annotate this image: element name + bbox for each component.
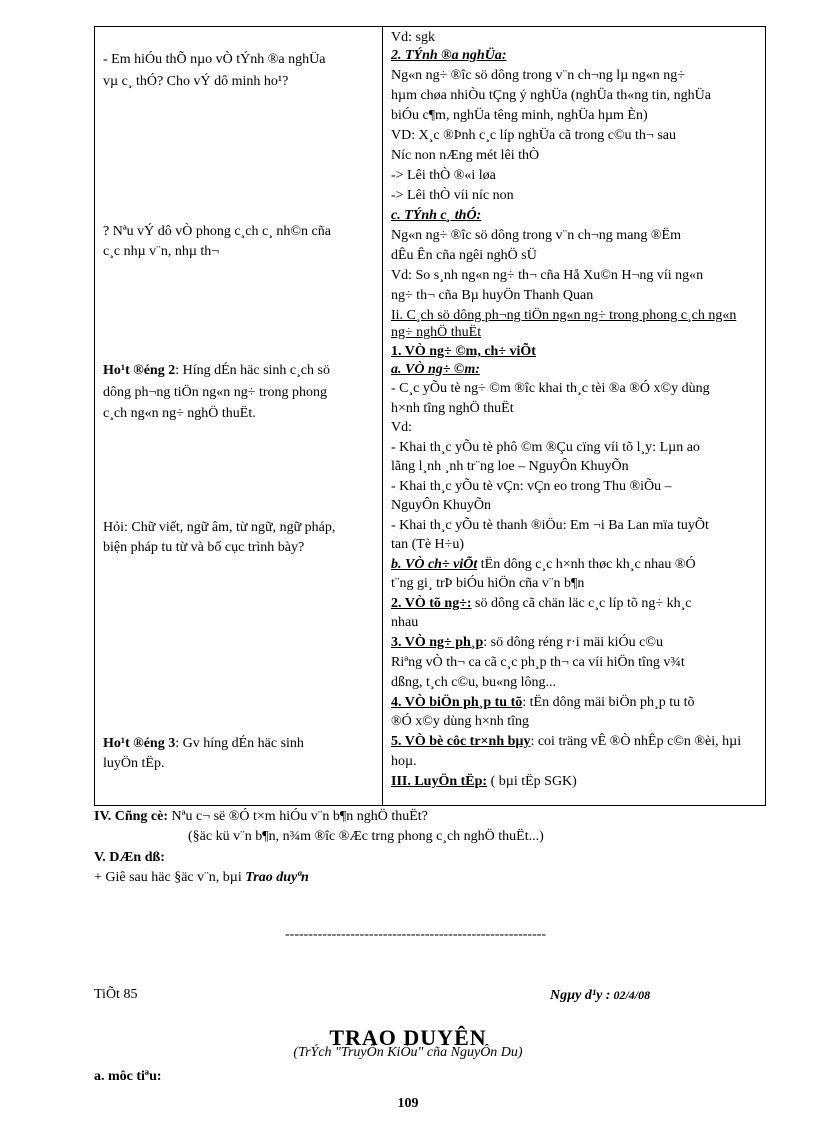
- right-line: Riªng vÒ th¬ ca cã c¸c ph¸p th¬ ca víi hiÖn tîng v¾t: [391, 655, 685, 670]
- section-ii: Ii. C¸ch sö dông ph¬ng tiÖn ng«n ng÷ trong phong c¸ch ng«n: [391, 308, 737, 323]
- heading-b: b. VÒ ch÷ viÕt: [391, 557, 478, 572]
- section-iv-sub: (§äc kü v¨n b¶n, n¾m ®îc ®Æc trng phong c¸ch nghÖ thuËt...): [188, 829, 544, 844]
- activity-3-label: Ho¹t ®éng 3: [103, 736, 176, 751]
- separator-rule: --------------------------------------------------------: [285, 927, 547, 942]
- activity-2-line-2: dông ph¬ng tiÖn ng«n ng÷ trong phong: [103, 385, 328, 400]
- right-line: VD: X¸c ®Þnh c¸c líp nghÜa cã trong c©u th¬ sau: [391, 128, 676, 143]
- left-question-1b: vµ c¸ thÓ? Cho vÝ dô minh ho¹?: [103, 74, 289, 89]
- layout-text: : coi träng vÊ ®Ò nhÊp c©n ®èi, hµi: [530, 734, 742, 749]
- heading-2: 2. TÝnh ®a nghÜa:: [391, 48, 507, 63]
- homework-row: [94, 869, 309, 887]
- activity-3-row: [103, 735, 304, 753]
- activity-3-line-2: luyÖn tËp.: [103, 756, 165, 771]
- right-line: Ng«n ng÷ ®îc sö dông trong v¨n ch¬ng lµ ng«n ng÷: [391, 68, 685, 83]
- heading-1: 1. VÒ ng÷ ©m, ch÷ viÕt: [391, 344, 536, 359]
- right-line: biÓu c¶m, nghÜa têng minh, nghÜa hµm Èn): [391, 108, 648, 123]
- left-question-3: Hỏi: Chữ viết, ngữ âm, từ ngữ, ngữ pháp,: [103, 520, 336, 535]
- right-line: dÊu Ên cña ngêi nghÖ sÜ: [391, 248, 537, 263]
- left-question-2: ? Nªu vÝ dô vÒ phong c¸ch c¸ nh©n cña: [103, 224, 331, 239]
- heading-a: a. VÒ ng÷ ©m:: [391, 362, 480, 377]
- lesson-number: TiÕt 85: [94, 987, 138, 1002]
- column-divider: [382, 27, 383, 805]
- date-label: Ngµy d¹y :: [550, 988, 611, 1003]
- grammar-row: [391, 634, 663, 652]
- right-line: dßng, t¸ch c©u, bu«ng lông...: [391, 675, 557, 690]
- heading-3-grammar: 3. VÒ ng÷ ph¸p: [391, 635, 484, 650]
- practice-text: ( bµi tËp SGK): [487, 774, 577, 789]
- rhetoric-text: : tËn dông mäi biÖn ph¸p tu tõ: [522, 695, 695, 710]
- activity-2-row: [103, 362, 330, 380]
- activity-2-text: : Híng dÉn häc sinh c¸ch sö: [175, 363, 330, 378]
- grammar-text: : sö dông réng r·i mäi kiÓu c©u: [483, 635, 664, 650]
- activity-2-line-3: c¸ch ng«n ng÷ nghÖ thuËt.: [103, 406, 256, 421]
- lesson-subtitle: (TrÝch "TruyÖn KiÒu" cña NguyÔn Du): [293, 1045, 523, 1060]
- right-line: - C¸c yÕu tè ng÷ ©m ®îc khai th¸c tèi ®a ®Ó x©y dùng: [391, 381, 710, 396]
- right-line: ®Ó x©y dùng h×nh tîng: [391, 714, 530, 729]
- right-line: t¨ng gi¸ trÞ biÓu hiÖn cña v¨n b¶n: [391, 576, 585, 591]
- right-line: lãng l¸nh ¸nh tr¨ng loe – NguyÔn KhuyÕn: [391, 459, 629, 474]
- heading-2-vocab: 2. VÒ tõ ng÷:: [391, 596, 472, 611]
- activity-2-label: Ho¹t ®éng 2: [103, 363, 176, 378]
- lesson-table: [94, 26, 766, 806]
- right-line: -> Lêi thÒ víi níc non: [391, 188, 514, 203]
- right-line: h×nh tîng nghÖ thuËt: [391, 401, 514, 416]
- writing-text: tËn dông c¸c h×nh thøc kh¸c nhau ®Ó: [477, 557, 696, 572]
- heading-4-rhetoric: 4. VÒ biÖn ph¸p tu tõ: [391, 695, 523, 710]
- section-ii-b: ng÷ nghÖ thuËt: [391, 325, 482, 340]
- consolidation-row: [94, 808, 428, 826]
- right-line: tan (Tè H÷u): [391, 537, 464, 552]
- right-line: nhau: [391, 615, 419, 630]
- layout-row: [391, 733, 741, 751]
- activity-3-text: : Gv híng dÉn häc sinh: [175, 736, 304, 751]
- objectives-heading: a. môc tiªu:: [94, 1069, 162, 1084]
- section-v-text: + Giê sau häc §äc v¨n, bµi: [94, 870, 246, 885]
- right-line: - Khai th¸c yÕu tè phô ©m ®Çu cïng víi tõ l¸y: Lµn ao: [391, 440, 700, 455]
- heading-5-layout: 5. VÒ bè côc tr×nh bµy: [391, 734, 531, 749]
- left-question-1: - Em hiÓu thÕ nµo vÒ tÝnh ®a nghÜa: [103, 52, 326, 67]
- right-line: - Khai th¸c yÕu tè thanh ®iÖu: Em ¬i Ba Lan mïa tuyÕt: [391, 518, 709, 533]
- right-line: NguyÔn KhuyÕn: [391, 498, 491, 513]
- date-value: 02/4/08: [610, 988, 651, 1002]
- right-line: hµm chøa nhiÒu tÇng ý nghÜa (nghÜa th«ng tin, nghÜa: [391, 88, 711, 103]
- teaching-date: [550, 986, 650, 1005]
- lesson-title: TRAO DUYÊN: [329, 1025, 487, 1050]
- right-line: hoµ.: [391, 754, 417, 769]
- section-iv-text: Nªu c¬ së ®Ó t×m hiÓu v¨n b¶n nghÖ thuËt?: [168, 809, 428, 824]
- right-line: Níc non nÆng mét lêi thÒ: [391, 148, 540, 163]
- right-line: Ng«n ng÷ ®îc sö dông trong v¨n ch¬ng mang ®Ëm: [391, 228, 681, 243]
- heading-c: c. TÝnh c¸ thÓ:: [391, 208, 482, 223]
- writing-row: [391, 556, 696, 574]
- page-number: 109: [397, 1096, 419, 1111]
- vocab-row: [391, 595, 692, 613]
- right-line: Vd: sgk: [391, 30, 435, 45]
- section-v-label: V. DÆn dß:: [94, 850, 165, 865]
- rhetoric-row: [391, 694, 695, 712]
- vocab-text: sö dông cã chän läc c¸c líp tõ ng÷ kh¸c: [471, 596, 692, 611]
- right-line: Vd: So s¸nh ng«n ng÷ th¬ cña Hå Xu©n H¬ng víi ng«n: [391, 268, 704, 283]
- next-lesson-title: Trao duyªn: [245, 870, 309, 885]
- section-iv-label: IV. Cñng cè:: [94, 809, 169, 824]
- left-question-2b: c¸c nhµ v¨n, nhµ th¬: [103, 244, 220, 259]
- right-line: - Khai th¸c yÕu tè vÇn: vÇn eo trong Thu ®iÕu –: [391, 479, 672, 494]
- right-line: -> Lêi thÒ ®«i løa: [391, 168, 496, 183]
- left-question-3b: biện pháp tu từ và bố cục trình bày?: [103, 540, 305, 555]
- right-line: Vd:: [391, 420, 412, 435]
- practice-row: [391, 773, 577, 791]
- right-line: ng÷ th¬ cña Bµ huyÖn Thanh Quan: [391, 288, 594, 303]
- heading-iii: III. LuyÖn tËp:: [391, 774, 488, 789]
